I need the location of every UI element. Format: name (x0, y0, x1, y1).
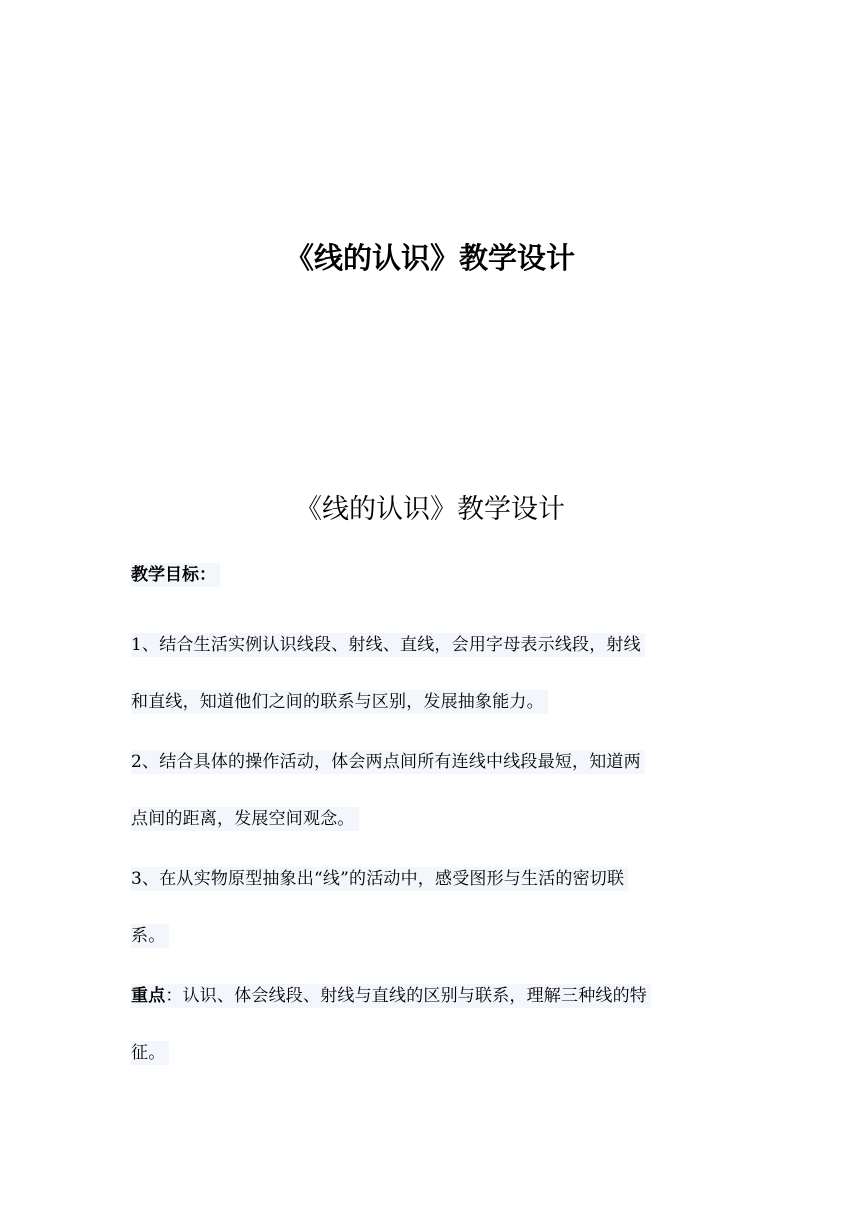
objective-3-line-1 (131, 851, 731, 908)
key-point-line-2-text: 征。 (131, 1041, 169, 1065)
objective-3-line-2-text: 系。 (131, 924, 169, 948)
key-point-line-1-text: ：认识、体会线段、射线与直线的区别与联系，理解三种线的特 (165, 986, 648, 1006)
document-title: 《线的认识》教学设计 (295, 494, 565, 525)
objective-2-line-1-text: 2、结合具体的操作活动，体会两点间所有连线中线段最短，知道两 (131, 750, 645, 774)
objective-1-line-1-text: 1、结合生活实例认识线段、射线、直线，会用字母表示线段，射线 (131, 633, 645, 657)
document-body (131, 560, 731, 1085)
objective-1-line-1 (131, 617, 731, 674)
objective-1-line-2 (131, 674, 731, 731)
key-point-label: 重点 (131, 986, 166, 1006)
objective-1 (131, 617, 731, 731)
objective-1-line-2-text: 和直线，知道他们之间的联系与区别，发展抽象能力。 (131, 690, 548, 714)
key-point-line-2 (131, 1025, 731, 1082)
objective-3-line-1-text: 3、在从实物原型抽象出“线”的活动中，感受图形与生活的密切联 (131, 867, 628, 891)
objective-3 (131, 851, 731, 965)
objective-3-line-2 (131, 908, 731, 965)
objective-2-line-2-text: 点间的距离，发展空间观念。 (131, 807, 359, 831)
objective-2-line-1 (131, 734, 731, 791)
cover-title: 《线的认识》教学设计 (284, 241, 575, 275)
key-point (131, 968, 731, 1082)
objectives-heading-text: 教学目标： (131, 563, 220, 587)
objectives-heading (131, 560, 731, 590)
key-point-line-1 (131, 968, 731, 1025)
objective-2-line-2 (131, 791, 731, 848)
objective-2 (131, 734, 731, 848)
